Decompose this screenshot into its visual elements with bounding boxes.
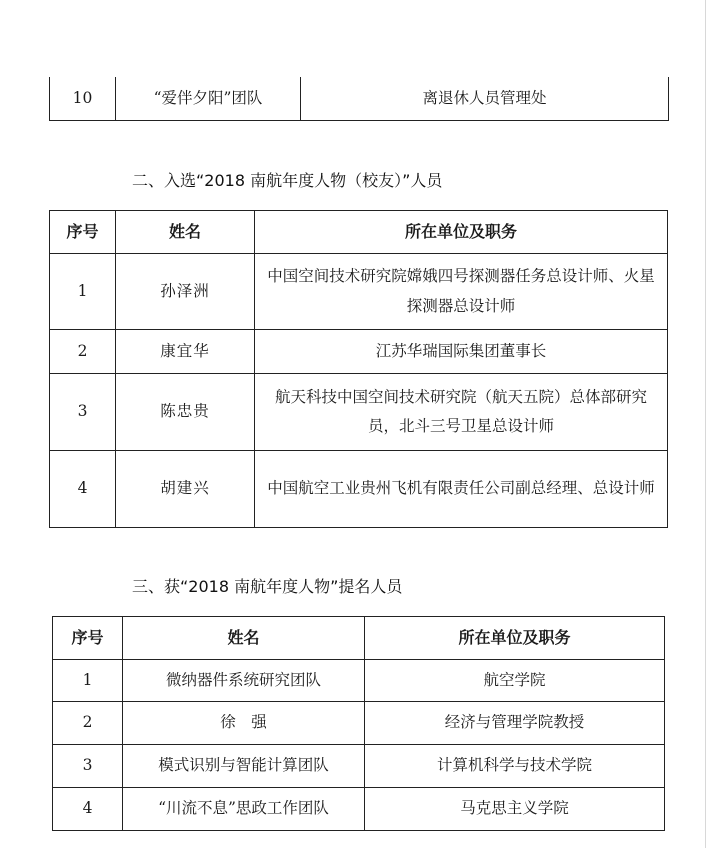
table-row (50, 330, 668, 374)
nominee-name: “川流不息”思政工作团队 (123, 788, 365, 831)
table-row (50, 451, 668, 528)
unit-name: 航天科技中国空间技术研究院（航天五院）总体部研究员，北斗三号卫星总设计师 (255, 374, 668, 451)
unit-name: 马克思主义学院 (365, 788, 665, 831)
header-unit: 所在单位及职务 (365, 617, 665, 660)
row-number: 1 (53, 660, 123, 702)
row-number: 1 (50, 254, 116, 330)
table-row (50, 254, 668, 330)
person-name: 康宜华 (116, 330, 255, 374)
page-edge (705, 0, 706, 848)
unit-name: 离退休人员管理处 (301, 77, 669, 121)
table-header-row (53, 617, 665, 660)
header-name: 姓名 (123, 617, 365, 660)
unit-name: 经济与管理学院教授 (365, 702, 665, 745)
section-2-heading: 二、入选“2018 南航年度人物（校友）”人员 (132, 171, 443, 190)
row-number: 10 (50, 77, 116, 121)
section-3-heading: 三、获“2018 南航年度人物”提名人员 (132, 577, 403, 596)
table-row (53, 702, 665, 745)
unit-name: 航空学院 (365, 660, 665, 702)
unit-name: 中国航空工业贵州飞机有限责任公司副总经理、总设计师 (255, 451, 668, 528)
header-no: 序号 (50, 211, 116, 254)
header-no: 序号 (53, 617, 123, 660)
table-row (50, 77, 669, 121)
row-number: 2 (50, 330, 116, 374)
row-number: 3 (53, 745, 123, 788)
header-unit: 所在单位及职务 (255, 211, 668, 254)
nominee-name: 徐 强 (123, 702, 365, 745)
table-row (50, 374, 668, 451)
unit-name: 计算机科学与技术学院 (365, 745, 665, 788)
table-row (53, 660, 665, 702)
nominee-name: 模式识别与智能计算团队 (123, 745, 365, 788)
person-name: 陈忠贵 (116, 374, 255, 451)
continuation-table (49, 77, 669, 121)
row-number: 4 (53, 788, 123, 831)
row-number: 4 (50, 451, 116, 528)
header-name: 姓名 (116, 211, 255, 254)
person-name: 胡建兴 (116, 451, 255, 528)
nominee-name: 微纳器件系统研究团队 (123, 660, 365, 702)
table-header-row (50, 211, 668, 254)
row-number: 2 (53, 702, 123, 745)
team-name: “爱伴夕阳”团队 (116, 77, 301, 121)
alumni-table (49, 210, 668, 528)
person-name: 孙泽洲 (116, 254, 255, 330)
table-row (53, 745, 665, 788)
nominees-table (52, 616, 665, 831)
row-number: 3 (50, 374, 116, 451)
unit-name: 中国空间技术研究院嫦娥四号探测器任务总设计师、火星探测器总设计师 (255, 254, 668, 330)
unit-name: 江苏华瑞国际集团董事长 (255, 330, 668, 374)
table-row (53, 788, 665, 831)
